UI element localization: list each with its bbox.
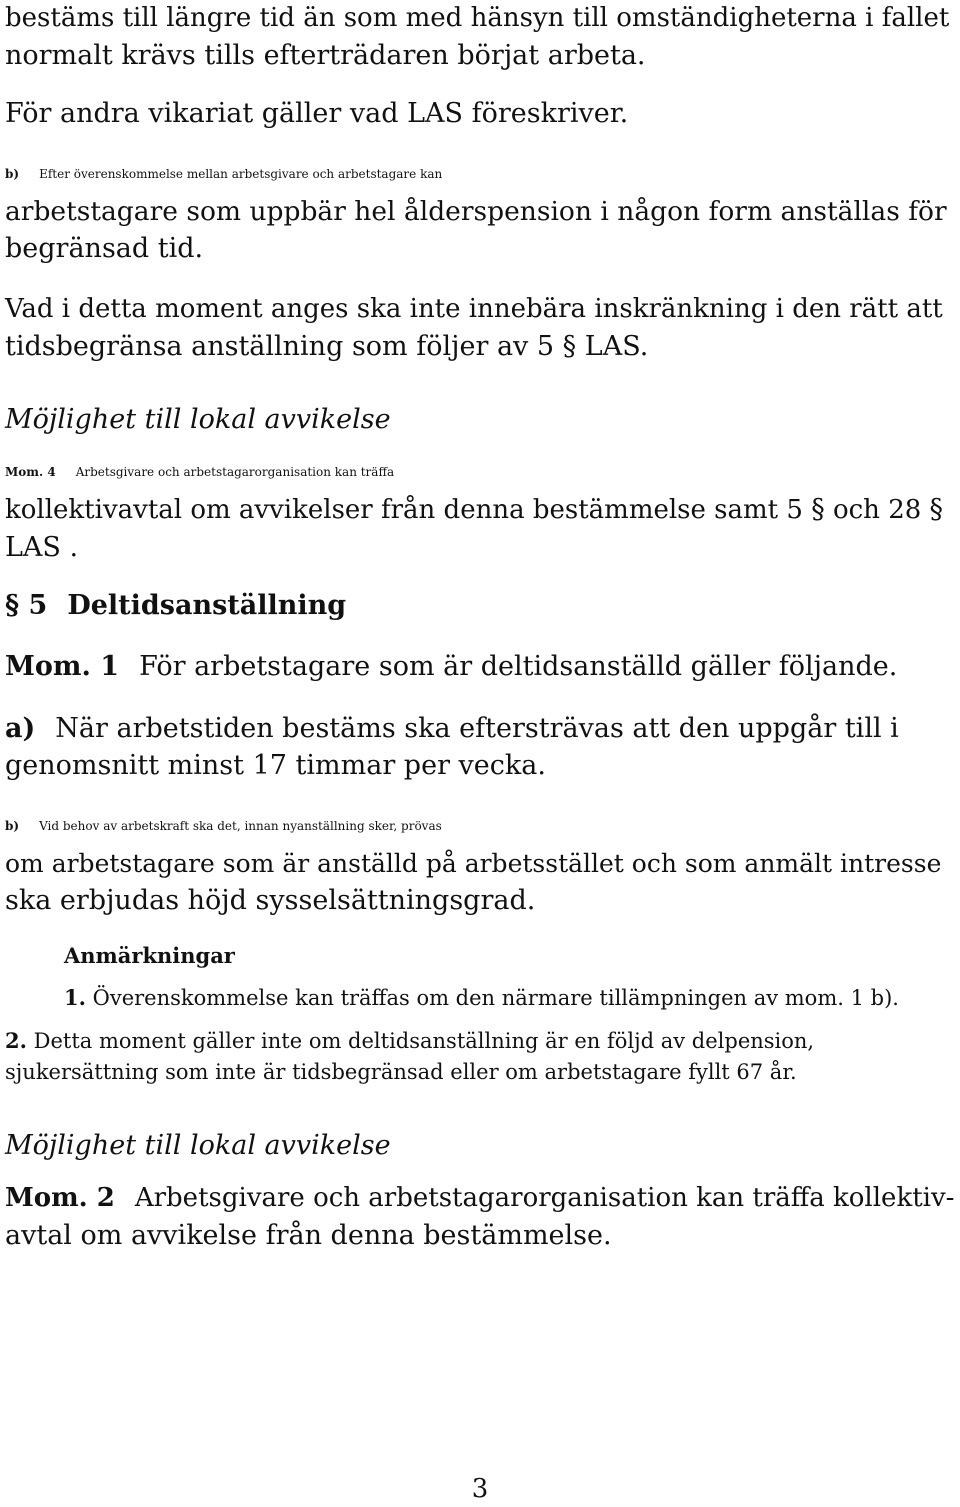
item-b-pension [5, 156, 947, 267]
item-b-arbetskraft-line-2: om arbetstagare som är anställd på arbetsstället och som anmält intresse [5, 849, 942, 878]
item-b-pension-line-1 [5, 156, 947, 193]
vad-i-detta-line-2: tidsbegränsa anställning som följer av 5 § LAS. [5, 331, 649, 362]
vad-i-detta-line-1: Vad i detta moment anges ska inte innebära inskränkning i den rätt att [5, 294, 943, 324]
note-2-line-2: sjukersättning som inte är tidsbegränsad eller om arbetstagare fyllt 67 år. [5, 1060, 797, 1084]
mom-4-line-3: LAS . [5, 532, 79, 563]
vad-i-detta-paragraph [5, 291, 943, 365]
section-sign: § [562, 331, 577, 362]
mom-2-line-1: Mom. 2 Arbetsgivare och arbetstagarorganisation kan träffa kollektiv- [5, 1183, 955, 1213]
mom-4-label: Mom. 4 [5, 465, 56, 479]
item-label: b) [5, 819, 20, 833]
section-5-heading [5, 587, 346, 624]
item-a-line-1: a) När arbetstiden bestäms ska eftersträvas att den uppgår till i [5, 713, 899, 744]
note-1: 1. Överenskommelse kan träffas om den närmare tillämpningen av mom. 1 b). [64, 985, 899, 1010]
item-b-arbetskraft [5, 808, 941, 919]
mom-1-paragraph: Mom. 1 För arbetstagare som är deltidsanställd gäller följande. [5, 651, 898, 682]
intro-line-1: bestäms till längre tid än som med hänsyn till omständigheterna i fallet [5, 3, 950, 33]
intro-line-2: normalt krävs tills efterträdaren börjat arbeta. [5, 40, 646, 71]
item-text: Efter överenskommelse mellan arbetsgivare och arbetstagare kan [39, 167, 443, 181]
lokal-avvikelse-heading-2: Möjlighet till lokal avvikelse [5, 1130, 391, 1161]
mom-4-line-1: Mom. 4 Arbetsgivare och arbetstagarorganisation kan träffa [5, 465, 395, 479]
mom-1-label: Mom. 1 [5, 651, 120, 682]
intro-paragraph [5, 0, 949, 74]
section-sign: § [929, 494, 944, 525]
item-b-arbetskraft-line-1: b) Vid behov av arbetskraft ska det, innan nyanställning sker, prövas [5, 819, 442, 833]
anmarkningar-block [5, 941, 899, 1088]
mom-4-paragraph [5, 454, 943, 566]
item-label: a) [5, 713, 36, 744]
section-sign: § [811, 494, 825, 525]
mom-2-line-2: avtal om avvikelse från denna bestämmelse. [5, 1220, 612, 1251]
lokal-avvikelse-heading-1: Möjlighet till lokal avvikelse [5, 404, 391, 435]
item-label: b) [5, 167, 20, 181]
mom-2-label: Mom. 2 [5, 1183, 115, 1213]
item-a-line-2: genomsnitt minst 17 timmar per vecka. [5, 750, 546, 781]
vikariat-paragraph: För andra vikariat gäller vad LAS föreskriver. [5, 98, 629, 129]
item-a-paragraph [5, 710, 899, 784]
section-sign: § [5, 590, 20, 621]
mom-2-paragraph [5, 1180, 954, 1254]
note-2-line-1: 2. Detta moment gäller inte om deltidsanställning är en följd av delpension, [5, 1028, 815, 1053]
section-number: 5 [28, 590, 48, 621]
item-b-pension-line-3: begränsad tid. [5, 233, 204, 264]
anmarkningar-heading: Anmärkningar [64, 943, 235, 968]
item-b-pension-line-2: arbetstagare som uppbär hel ålderspension i någon form anställas för [5, 196, 947, 227]
page-number: 3 [471, 1474, 489, 1504]
section-title: Deltidsanställning [67, 590, 347, 621]
mom-4-line-2: kollektivavtal om avvikelser från denna bestämmelse samt 5 § och 28 § [5, 494, 944, 525]
item-b-arbetskraft-line-3: ska erbjudas höjd sysselsättningsgrad. [5, 885, 536, 916]
